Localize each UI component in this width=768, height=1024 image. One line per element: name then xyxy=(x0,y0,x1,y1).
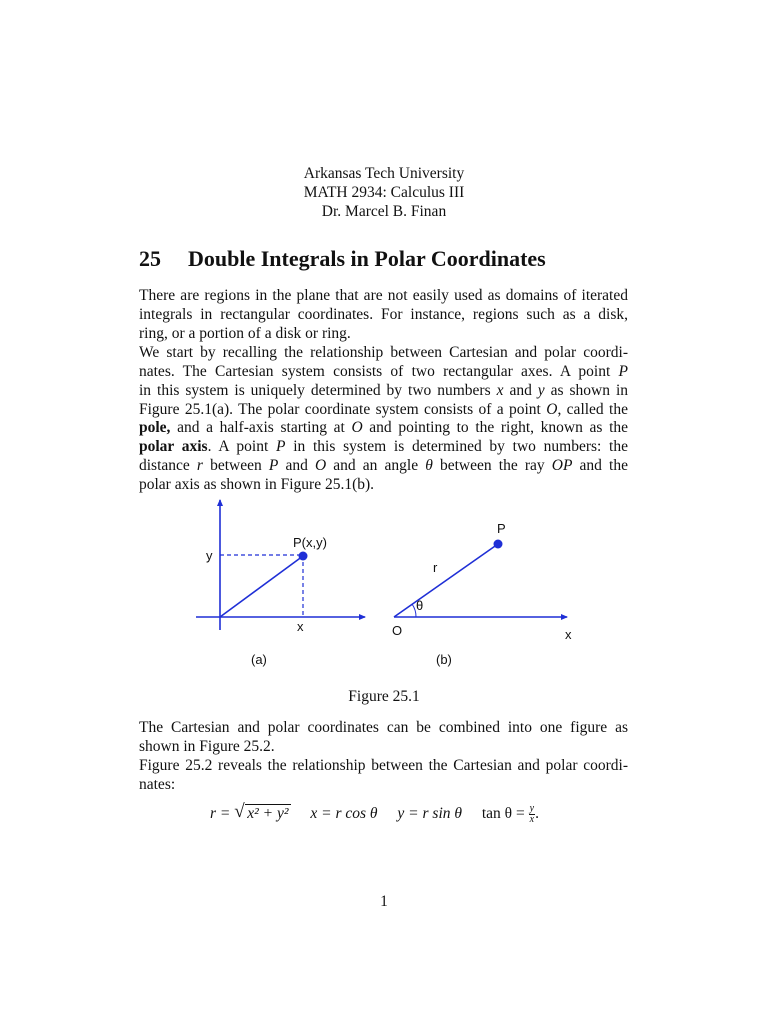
text-line: We start by recalling the relationship between Cartesian and polar coordi- xyxy=(139,344,628,361)
x-equation: x = r cos θ xyxy=(310,805,378,823)
text-line: Figure 25.2 reveals the relationship between the Cartesian and polar coordi- xyxy=(139,757,628,774)
text-line: in this system is uniquely determined by two numbers x and y as shown in xyxy=(139,381,629,399)
paragraph-relationship xyxy=(139,757,628,795)
tan-equation: tan θ = $\frac{y}{x}$ . xyxy=(481,803,539,825)
section-title-text: Double Integrals in Polar Coordinates xyxy=(188,246,546,271)
institution-name: Arkansas Tech University xyxy=(303,165,465,182)
fraction: $\frac{y}{x}$ xyxy=(529,803,535,825)
r-equation: r = √ x² + y² xyxy=(210,801,289,823)
y-equation: y = r sin θ xyxy=(397,805,462,823)
panel-a-ray xyxy=(220,556,303,617)
panel-a-y-label: y xyxy=(206,548,213,563)
author-name: Dr. Marcel B. Finan xyxy=(321,203,447,220)
text-line: There are regions in the plane that are not easily used as domains of iterated xyxy=(139,287,628,304)
text-line: polar axis as shown in Figure 25.1(b). xyxy=(139,475,375,493)
panel-b-origin-label: O xyxy=(392,623,403,638)
figure-25-1 xyxy=(180,492,600,682)
panel-b-caption: (b) xyxy=(436,652,452,667)
panel-a-caption: (a) xyxy=(251,652,267,667)
text-line: shown in Figure 25.2. xyxy=(139,737,275,755)
polar-relationship-equation xyxy=(210,801,539,825)
coordinate-diagram xyxy=(180,492,600,682)
panel-b-ray xyxy=(394,544,498,617)
square-root: √ x² + y² xyxy=(234,801,289,823)
paragraph-combined xyxy=(139,719,628,757)
text-line: nates. The Cartesian system consists of two rectangular axes. A point P xyxy=(139,362,628,380)
panel-a-x-label: x xyxy=(297,619,304,634)
text-line: integrals in rectangular coordinates. For instance, regions such as a disk, xyxy=(139,305,628,323)
panel-b-theta-label: θ xyxy=(416,598,424,613)
panel-a-point-label: P(x,y) xyxy=(293,535,327,550)
panel-b xyxy=(392,521,572,667)
text-line: Figure 25.1(a). The polar coordinate system consists of a point O, called the xyxy=(139,400,628,418)
text-line: distance r between P and O and an angle θ between the ray OP and the xyxy=(139,457,628,475)
section-number: 25 xyxy=(139,246,161,271)
section-heading xyxy=(139,246,546,272)
text-line: The Cartesian and polar coordinates can be combined into one figure as xyxy=(139,719,628,736)
text-line: polar axis. A point P in this system is determined by two numbers: the xyxy=(139,438,628,456)
text-line: ring, or a portion of a disk or ring. xyxy=(139,324,351,342)
panel-a-point xyxy=(299,552,308,561)
panel-b-r-label: r xyxy=(433,560,438,575)
paragraph-intro xyxy=(139,287,628,344)
text-line: pole, and a half-axis starting at O and pointing to the right, known as the xyxy=(139,419,629,437)
course-name: MATH 2934: Calculus III xyxy=(303,184,465,201)
panel-b-point xyxy=(494,540,503,549)
page-number: 1 xyxy=(380,893,388,910)
text-line: nates: xyxy=(139,775,176,793)
paragraph-coordinates xyxy=(139,344,628,495)
document-header xyxy=(0,164,768,221)
panel-b-point-label: P xyxy=(497,521,506,536)
panel-a xyxy=(196,500,365,667)
panel-b-x-label: x xyxy=(565,627,572,642)
figure-caption: Figure 25.1 xyxy=(348,688,420,705)
